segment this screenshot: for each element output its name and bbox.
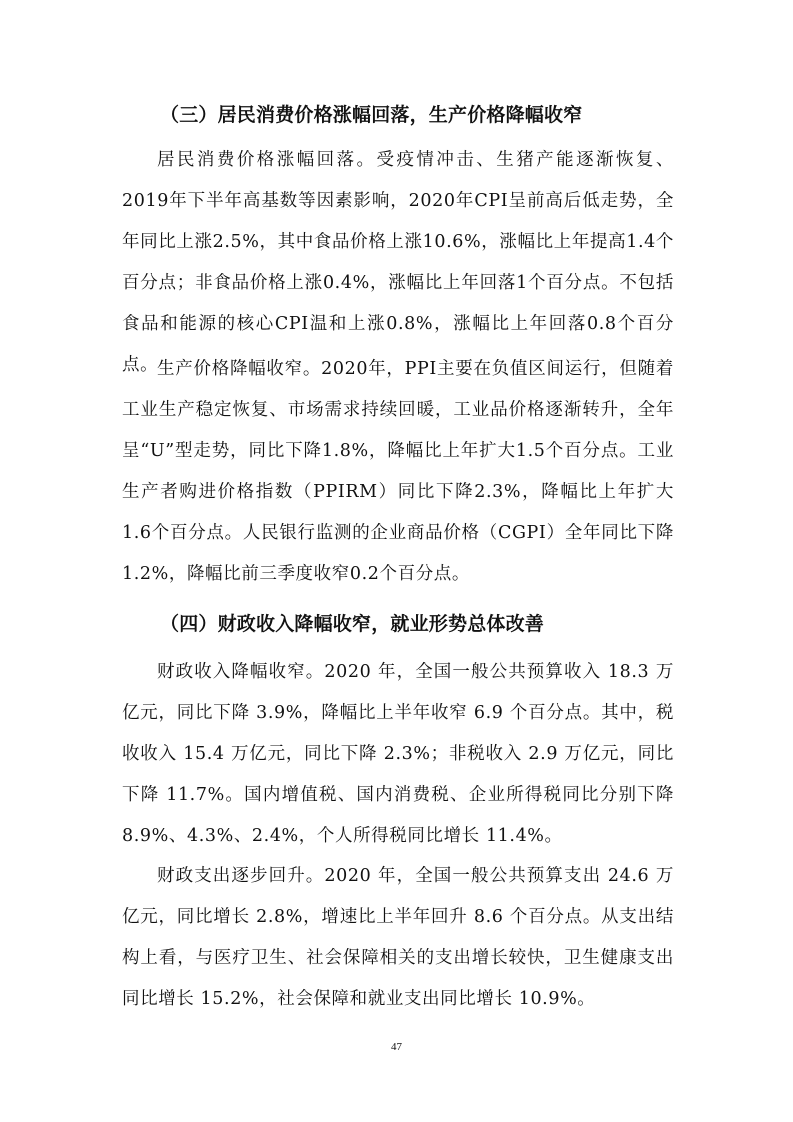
paragraph-cpi: 居民消费价格涨幅回落。受疫情冲击、生猪产能逐渐恢复、2019年下半年高基数等因素影响，2020年CPI呈前高后低走势，全年同比上涨2.5%，其中食品价格上涨10.6%，涨幅比上年提高1.4个百分点；非食品价格上涨0.4%，涨幅比上年回落1个百分点。不包括食品和能源的核心CPI温和上涨0.8%，涨幅比上年回落0.8个百分点。 bbox=[122, 150, 674, 375]
paragraph-fiscal-revenue: 财政收入降幅收窄。2020 年，全国一般公共预算收入 18.3 万亿元，同比下降 3.9%，降幅比上半年收窄 6.9 个百分点。其中，税收收入 15.4 万亿元，同比下降 2.3%；非税收入 2.9 万亿元，同比下降 11.7%。国内增值税、国内消费税、企业所得税同比分别下降 8.9%、4.3%、2.4%，个人所得税同比增长 11.4%。 bbox=[122, 662, 674, 846]
paragraph-fiscal-expenditure: 财政支出逐步回升。2020 年，全国一般公共预算支出 24.6 万亿元，同比增长 2.8%，增速比上半年回升 8.6 个百分点。从支出结构上看，与医疗卫生、社会保障相关的支出增长较快，卫生健康支出同比增长 15.2%，社会保障和就业支出同比增长 10.9%。 bbox=[122, 866, 674, 1009]
section-heading-3: （三）居民消费价格涨幅回落，生产价格降幅收窄 bbox=[160, 104, 583, 126]
paragraph-ppi: 生产价格降幅收窄。2020年，PPI主要在负值区间运行，但随着工业生产稳定恢复、市场需求持续回暖，工业品价格逐渐转升，全年呈“U”型走势，同比下降1.8%，降幅比上年扩大1.5个百分点。工业生产者购进价格指数（PPIRM）同比下降2.3%，降幅比上年扩大1.6个百分点。人民银行监测的企业商品价格（CGPI）全年同比下降 1.2%，降幅比前三季度收窄0.2个百分点。 bbox=[122, 359, 674, 584]
page-number: 47 bbox=[391, 1041, 402, 1053]
section-heading-4: （四）财政收入降幅收窄，就业形势总体改善 bbox=[160, 613, 545, 635]
